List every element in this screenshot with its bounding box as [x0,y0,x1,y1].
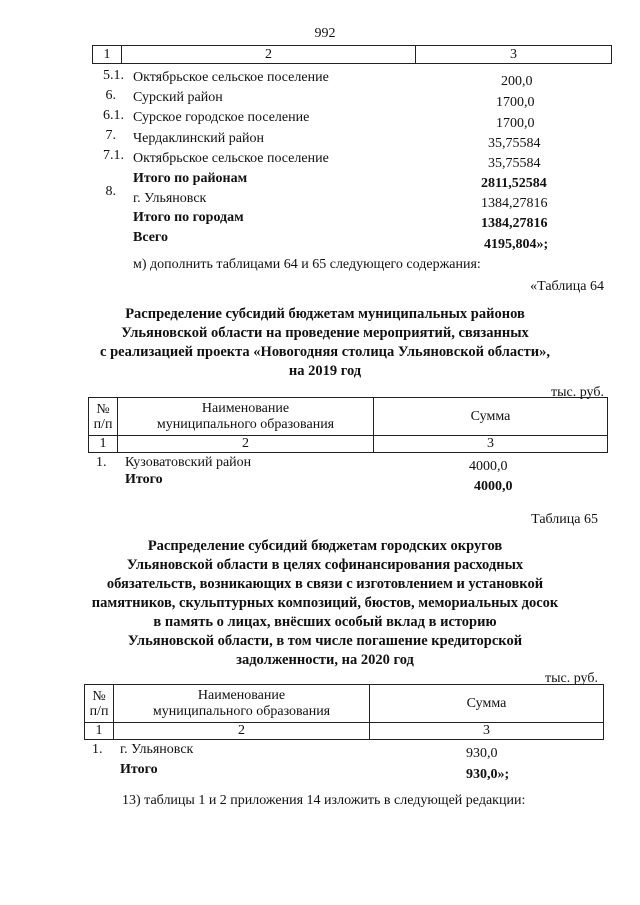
table-65-title-line: обязательств, возникающих в связи с изготовлением и установкой [106,576,544,592]
row-value: 35,75584 [488,136,541,151]
table-64-row-value: 4000,0 [469,459,508,474]
row-number: 7.1. [103,148,124,163]
table-65-title-line: Распределение субсидий бюджетам городских округов [147,538,503,554]
row-number: 8. [105,184,116,199]
page-number: 992 [314,26,336,41]
col-1-header: 1 [93,46,122,64]
table-65-title [60,537,590,670]
table-64-col-2: 2 [118,436,374,453]
continuation-header-table [92,45,612,64]
table-64-col-3: 3 [374,436,608,453]
final-paragraph: 13) таблицы 1 и 2 приложения 14 изложить в следующей редакции: [122,793,526,808]
table-64-row-number: 1. [96,455,107,470]
table-64-title-line: с реализацией проекта «Новогодняя столица Ульяновской области», [100,344,550,360]
table-65-row-value: 930,0 [466,746,498,761]
table-65-title-line: Ульяновской области в целях софинансирования расходных [126,557,524,573]
table-64-col-1: 1 [89,436,118,453]
table-65-title-line: Ульяновской области, в том числе погашение кредиторской [127,633,523,649]
table-65-units: тыс. руб. [545,671,598,686]
table-64-title [60,305,590,381]
row-name: Сурский район [133,90,223,105]
row-value: 1384,27816 [481,196,548,211]
row-number: 7. [105,128,116,143]
grand-total-label: Всего [133,230,168,245]
table-64-title-line: Ульяновской области на проведение мероприятий, связанных [121,325,529,341]
table-64-row-name: Кузоватовский район [125,455,252,470]
subtotal-districts-value: 2811,52584 [481,176,547,191]
table-65-label: Таблица 65 [531,512,598,527]
table-65-total-value: 930,0»; [466,767,510,782]
table-64-label: «Таблица 64 [530,279,604,294]
table-65-header [84,684,604,740]
row-name: Октябрьское сельское поселение [133,70,329,85]
table-64-total-value: 4000,0 [474,479,513,494]
intro-paragraph: м) дополнить таблицами 64 и 65 следующего содержания: [133,257,481,272]
row-name: Октябрьское сельское поселение [133,151,329,166]
subtotal-districts-label: Итого по районам [133,171,248,186]
row-value: 200,0 [501,74,533,89]
table-65-row-name: г. Ульяновск [120,742,194,757]
table-65-col-1: 1 [85,723,114,740]
row-number: 6. [105,88,116,103]
table-65-head-sum: Сумма [370,685,604,723]
table-64-title-line: на 2019 год [288,363,362,379]
row-name: Сурское городское поселение [133,110,310,125]
col-3-header: 3 [416,46,612,64]
row-value: 1700,0 [496,95,535,110]
subtotal-cities-value: 1384,27816 [481,216,548,231]
table-65-title-line: памятников, скульптурных композиций, бюстов, мемориальных досок [91,595,559,611]
table-64-head-sum: Сумма [374,398,608,436]
row-value: 1700,0 [496,116,535,131]
table-64-header [88,397,608,453]
table-64-head-name: Наименование муниципального образования [118,398,374,436]
table-65-col-3: 3 [370,723,604,740]
table-64-head-number: № п/п [89,398,118,436]
table-65-head-name: Наименование муниципального образования [114,685,370,723]
row-number: 6.1. [103,108,124,123]
table-65-total-label: Итого [120,762,158,777]
table-64-total-label: Итого [125,472,163,487]
table-65-title-line: в память о лицах, внёсших особый вклад в историю [153,614,497,630]
row-name: г. Ульяновск [133,191,207,206]
table-65-col-2: 2 [114,723,370,740]
table-65-row-number: 1. [92,742,103,757]
subtotal-cities-label: Итого по городам [133,210,244,225]
table-64-title-line: Распределение субсидий бюджетам муниципальных районов [125,306,525,322]
table-64-units: тыс. руб. [551,385,604,400]
table-65-title-line: задолженности, на 2020 год [236,652,414,668]
row-value: 35,75584 [488,156,541,171]
table-65-head-number: № п/п [85,685,114,723]
col-2-header: 2 [122,46,416,64]
grand-total-value: 4195,804»; [484,237,549,252]
row-name: Чердаклинский район [133,131,264,146]
row-number: 5.1. [103,68,124,83]
